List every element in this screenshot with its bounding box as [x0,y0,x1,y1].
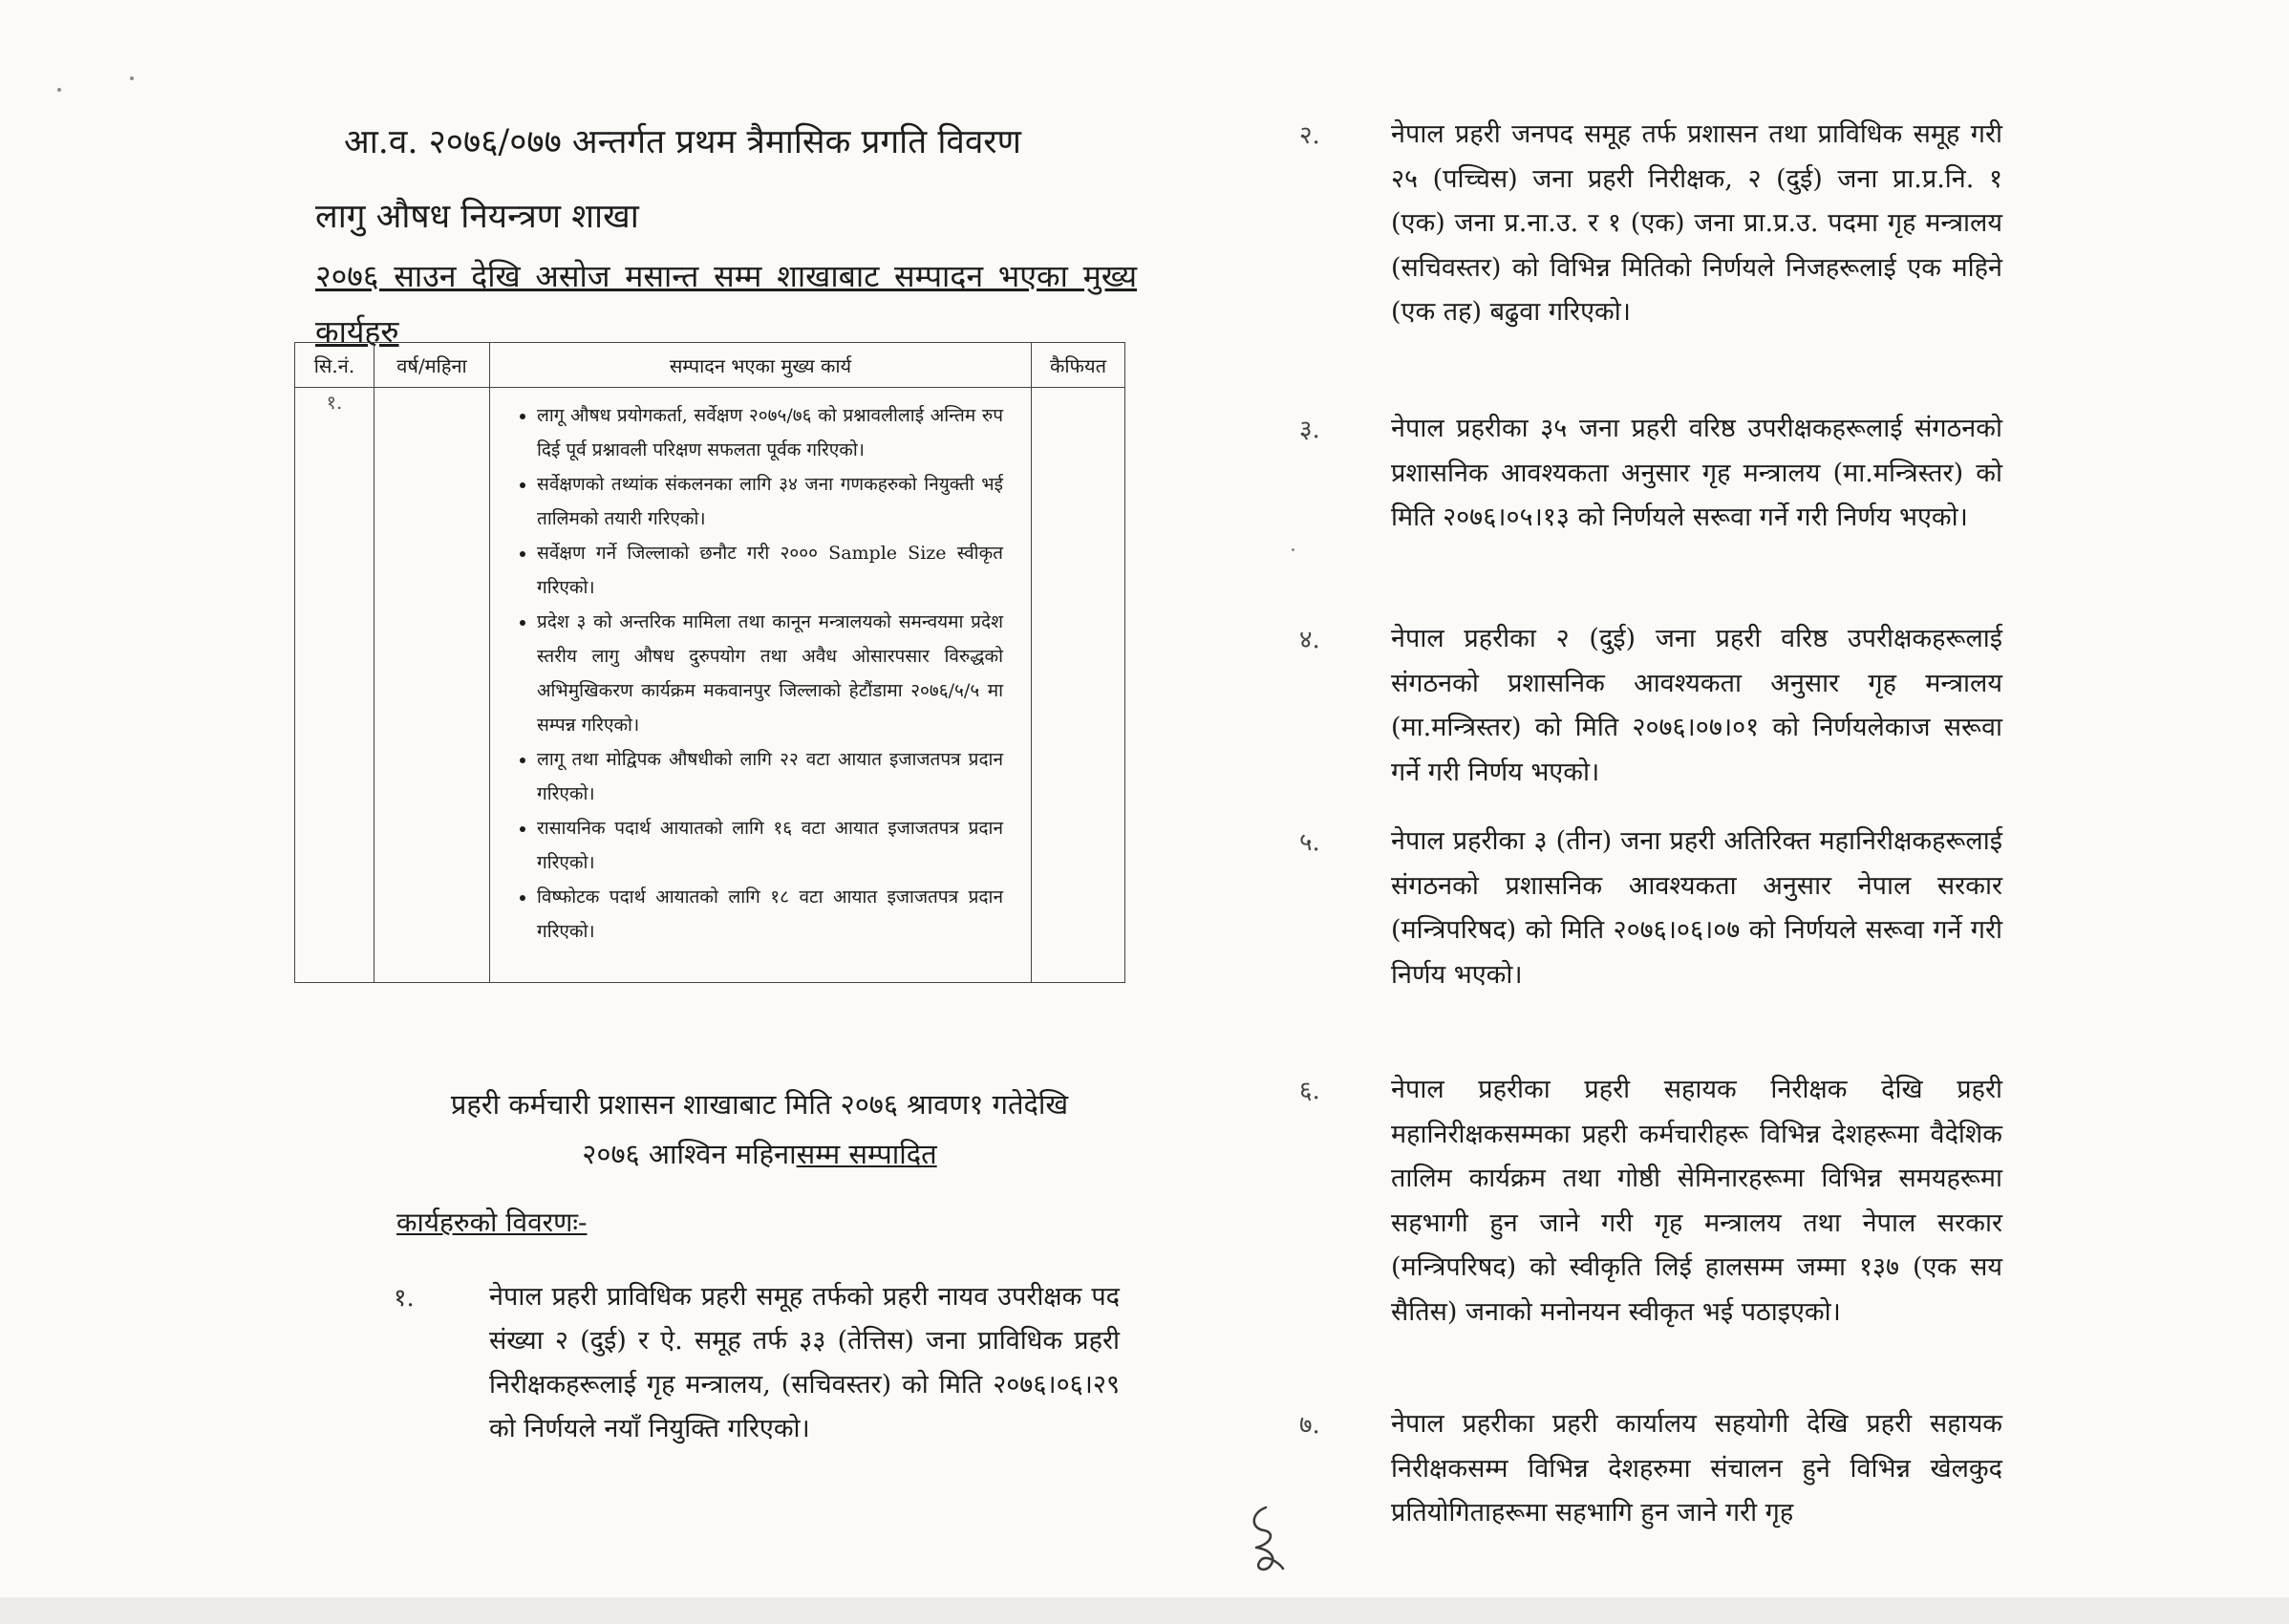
list-item [394,1275,1120,1451]
item-number: ५. [1299,828,1320,857]
item-text: नेपाल प्रहरीका ३५ जना प्रहरी वरिष्ठ उपरीक्षकहरूलाई संगठनको प्रशासनिक आवश्यकता अनुसार गृह मन्त्रालय (मा.मन्त्रिस्तर) को मिति २०७६।०५।१३ को निर्णयले सरूवा गर्ने गरी निर्णय भएको। [1391,414,2002,532]
table-row [295,388,1125,983]
scan-bottom-edge [0,1597,2289,1624]
header-remarks: कैफियत [1032,343,1125,388]
works-table [294,342,1125,983]
admin-heading-line2-part1: २०७६ आश्विन महिना [582,1138,797,1170]
admin-heading-line1: प्रहरी कर्मचारी प्रशासन शाखाबाट मिति २०७६ श्रावण१ गतेदेखि [450,1088,1069,1121]
table-header-row [295,343,1125,388]
item-number: ७. [1299,1411,1320,1440]
work-bullet-list [508,398,1003,949]
admin-heading-line2 [401,1129,1118,1179]
item-text: नेपाल प्रहरीका ३ (तीन) जना प्रहरी अतिरिक्त महानिरीक्षकहरूलाई संगठनको प्रशासनिक आवश्यकता अनुसार नेपाल सरकार (मन्त्रिपरिषद) को मिति २०७६।०६।०७ को निर्णयले सरूवा गर्ने गरी निर्णय भएको। [1391,826,2002,990]
work-bullet: • प्रदेश ३ को अन्तरिक मामिला तथा कानून मन्त्रालयको समन्वयमा प्रदेश स्तरीय लागु औषध दुरुपयोग तथा अवैध ओसारपसार विरुद्धको अभिमुखिकरण कार्यक्रम मकवानपुर जिल्लाको हेटौंडामा २०७६/५/५ मा सम्पन्न गरिएको। [537,605,1003,742]
item-text: नेपाल प्रहरी प्राविधिक प्रहरी समूह तर्फको प्रहरी नायव उपरीक्षक पद संख्या २ (दुई) र ऐ. समूह तर्फ ३३ (तेत्तिस) जना प्राविधिक प्रहरी निरीक्षकहरूलाई गृह मन्त्रालय, (सचिवस्तर) को मिति २०७६।०६।२९ को निर्णयले नयाँ नियुक्ति गरिएको। [489,1282,1120,1443]
item-number: ३. [1299,416,1320,444]
header-serial: सि.नं. [295,343,374,388]
scan-speck [1292,548,1294,551]
list-item [1290,407,2006,541]
row-year-month-cell [374,388,490,983]
signature-mark [1237,1500,1294,1576]
item-number: ४. [1299,626,1320,654]
section-subheading: २०७६ साउन देखि असोज मसान्त सम्म शाखाबाट सम्पादन भएका मुख्य कार्यहरु [315,258,1137,350]
work-bullet: • रासायनिक पदार्थ आयातको लागि १६ वटा आयात इजाजतपत्र प्रदान गरिएको। [537,811,1003,880]
item-number: ६. [1299,1077,1320,1105]
work-details-label: कार्यहरुको विवरणः- [396,1207,588,1238]
scan-speck [57,88,61,92]
list-item [1290,113,2006,335]
work-bullet: • लागू औषध प्रयोगकर्ता, सर्वेक्षण २०७५/७६ को प्रश्नावलीलाई अन्तिम रुप दिई पूर्व प्रश्नावली परिक्षण सफलता पूर्वक गरिएको। [537,398,1003,467]
work-bullet: • विष्फोटक पदार्थ आयातको लागि १८ वटा आयात इजाजतपत्र प्रदान गरिएको। [537,880,1003,949]
work-bullet: • सर्वेक्षणको तथ्यांक संकलनका लागि ३४ जना गणकहरुको नियुक्ती भई तालिमको तयारी गरिएको। [537,467,1003,536]
list-item [1290,1402,2006,1536]
work-bullet: • सर्वेक्षण गर्ने जिल्लाको छनौट गरी २००० Sample Size स्वीकृत गरिएको। [537,536,1003,605]
section-title: लागु औषध नियन्त्रण शाखा [315,198,639,236]
page-title: आ.व. २०७६/०७७ अन्तर्गत प्रथम त्रैमासिक प्रगति विवरण [344,123,1021,161]
scan-speck [130,76,134,80]
list-item [1290,617,2006,795]
item-text: नेपाल प्रहरीका प्रहरी कार्यालय सहयोगी देखि प्रहरी सहायक निरीक्षकसम्म विभिन्न देशहरुमा संचालन हुने विभिन्न खेलकुद प्रतियोगिताहरूमा सहभागि हुन जाने गरी गृह [1391,1409,2002,1528]
admin-section-heading [401,1079,1118,1179]
item-text: नेपाल प्रहरीका २ (दुई) जना प्रहरी वरिष्ठ उपरीक्षकहरूलाई संगठनको प्रशासनिक आवश्यकता अनुसार गृह मन्त्रालय (मा.मन्त्रिस्तर) को मिति २०७६।०७।०१ को निर्णयलेकाज सरूवा गर्ने गरी निर्णय भएको। [1391,624,2002,787]
list-item [1290,820,2006,997]
row-work-cell [490,388,1032,983]
item-text: नेपाल प्रहरी जनपद समूह तर्फ प्रशासन तथा प्राविधिक समूह गरी २५ (पच्चिस) जना प्रहरी निरीक्षक, २ (दुई) जना प्रा.प्र.नि. १ (एक) जना प्र.ना.उ. र १ (एक) जना प्रा.प्र.उ. पदमा गृह मन्त्रालय (सचिवस्तर) को विभिन्न मितिको निर्णयले निजहरूलाई एक महिने (एक तह) बढुवा गरिएको। [1391,119,2002,327]
row-remarks-cell [1032,388,1125,983]
item-text: नेपाल प्रहरीका प्रहरी सहायक निरीक्षक देखि प्रहरी महानिरीक्षकसम्मका प्रहरी कर्मचारीहरू विभिन्न देशहरूमा वैदेशिक तालिम कार्यक्रम तथा गोष्ठी सेमिनारहरूमा विभिन्न समयहरूमा सहभागी हुन जाने गरी गृह मन्त्रालय तथा नेपाल सरकार (मन्त्रिपरिषद) को स्वीकृति लिई हालसम्म जम्मा १३७ (एक सय सैतिस) जनाको मनोनयन स्वीकृत भई पठाइएको। [1391,1075,2002,1327]
item-number: १. [394,1284,415,1313]
admin-heading-line2-part2: सम्म सम्पादित [796,1138,937,1170]
work-bullet: • लागू तथा मोद्विपक औषधीको लागि २२ वटा आयात इजाजतपत्र प्रदान गरिएको। [537,742,1003,811]
item-number: २. [1299,121,1320,150]
row-serial-number: १. [295,388,374,983]
header-year-month: वर्ष/महिना [374,343,490,388]
header-main-work: सम्पादन भएका मुख्य कार्य [490,343,1032,388]
list-item [1290,1068,2006,1335]
